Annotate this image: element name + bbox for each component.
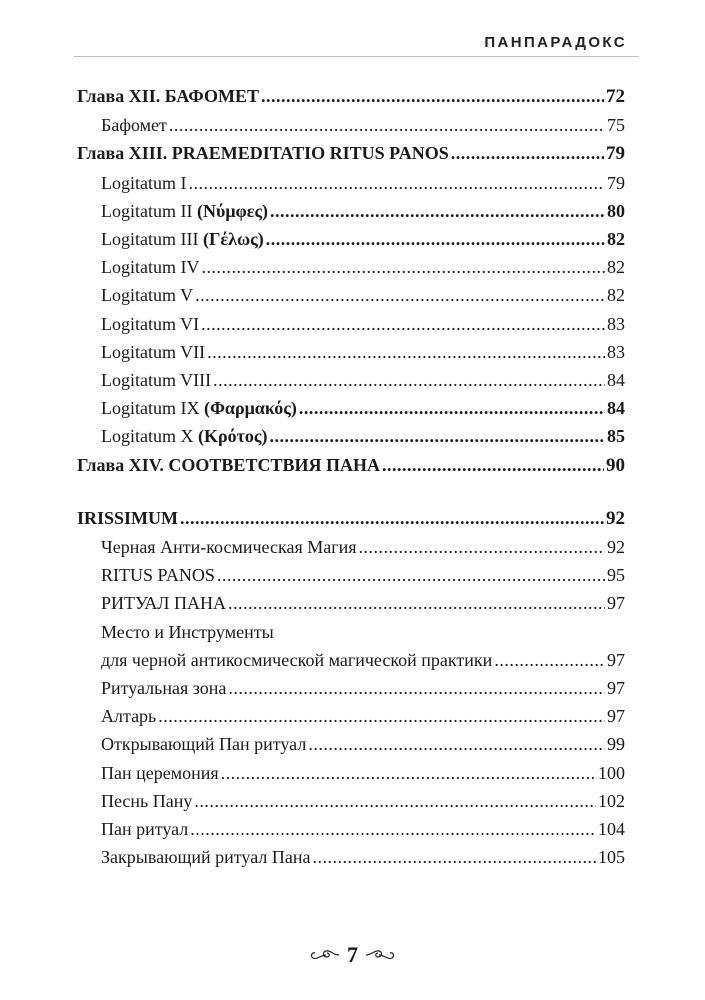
dot-leader (194, 787, 596, 815)
toc-page-number: 82 (607, 229, 625, 250)
dot-leader (158, 702, 605, 730)
page-number: 7 (347, 942, 358, 967)
toc-subentry[interactable] (77, 197, 625, 225)
page-footer (0, 942, 705, 968)
toc-subentry[interactable] (77, 366, 625, 394)
toc-entry-greek-term: (Φαρμακός) (203, 398, 297, 419)
toc-entry-title: Logitatum IV (101, 257, 200, 278)
toc-page-number: 104 (598, 819, 625, 840)
dot-leader (195, 281, 605, 309)
dot-leader (382, 451, 604, 479)
running-header-title: ПАНПАРАДОКС (484, 34, 627, 51)
toc-entry-title: Бафомет (101, 115, 167, 136)
toc-page-number: 97 (607, 706, 625, 727)
toc-entry-title: Алтарь (101, 706, 157, 727)
toc-entry-title: Глава XII. БАФОМЕТ (77, 86, 259, 106)
flourish-left-icon (309, 948, 341, 962)
toc-subentry[interactable] (77, 589, 625, 617)
toc-entry-title: Закрывающий ритуал Пана (101, 847, 311, 868)
toc-page-number: 82 (607, 257, 625, 278)
toc-subentry[interactable] (77, 815, 625, 843)
toc-entry-title: Logitatum III (Γέλως) (101, 229, 264, 250)
toc-page-number: 84 (607, 370, 625, 391)
toc-entry-title: Ритуальная зона (101, 678, 227, 699)
toc-chapter-entry[interactable] (77, 451, 625, 480)
toc-entry-title: IRISSIMUM (77, 507, 179, 528)
dot-leader (270, 422, 605, 450)
toc-page-number: 92 (607, 537, 625, 558)
toc-entry-title: РИТУАЛ ПАНА (101, 593, 227, 614)
toc-page-number: 99 (607, 734, 625, 755)
toc-entry-title: Logitatum V (101, 285, 194, 306)
dot-leader (261, 82, 604, 110)
header-divider (74, 56, 639, 57)
toc-page-number: 72 (606, 86, 625, 107)
toc-subentry[interactable] (77, 730, 625, 758)
dot-leader (270, 197, 605, 225)
toc-chapter-entry[interactable] (77, 82, 625, 111)
dot-leader (228, 589, 605, 617)
dot-leader (494, 646, 605, 674)
toc-page-number: 79 (606, 143, 625, 165)
toc-entry-greek-term: (Κρότος) (198, 426, 268, 447)
toc-page-number: 85 (607, 426, 625, 447)
toc-subentry[interactable] (77, 394, 625, 422)
toc-page-number: 80 (607, 200, 625, 221)
toc-entry-title: Logitatum VIII (101, 370, 212, 391)
toc-subentry[interactable] (77, 169, 625, 197)
dot-leader (169, 111, 605, 139)
toc-chapter-entry[interactable] (77, 139, 625, 168)
section-gap (77, 480, 625, 504)
toc-page-number: 105 (598, 847, 625, 868)
toc-subentry[interactable] (77, 422, 625, 450)
toc-entry-title: Logitatum VI (101, 313, 200, 334)
toc-page-number: 97 (607, 593, 625, 614)
dot-leader (180, 504, 604, 532)
table-of-contents (77, 82, 625, 871)
toc-subentry[interactable] (77, 253, 625, 281)
dot-leader (299, 394, 605, 422)
toc-entry-continued-title: Место и Инструменты (101, 621, 274, 642)
dot-leader (190, 815, 596, 843)
toc-page-number: 75 (607, 115, 625, 136)
toc-subentry[interactable] (77, 281, 625, 309)
toc-entry-title: RITUS PANOS (101, 565, 215, 586)
toc-entry-greek-term: (Γέλως) (202, 229, 264, 250)
toc-entry-greek-term: (Νύμφες) (196, 200, 269, 221)
dot-leader (201, 253, 605, 281)
dot-leader (228, 674, 605, 702)
toc-entry-title: Глава XIV. СООТВЕТСТВИЯ ПАНА (77, 454, 380, 475)
toc-page-number: 82 (607, 285, 625, 306)
toc-entry-title: Logitatum X (Κρότος) (101, 426, 268, 447)
toc-subentry[interactable] (77, 533, 625, 561)
toc-page-number: 79 (607, 172, 625, 193)
toc-entry-title: Глава XIII. PRAEMEDITATIO RITUS PANOS (77, 143, 449, 164)
toc-entry-title: Logitatum IX (Φαρμακός) (101, 398, 297, 419)
dot-leader (201, 310, 605, 338)
toc-page-number: 84 (607, 398, 625, 419)
dot-leader (207, 338, 605, 366)
dot-leader (359, 533, 605, 561)
toc-subentry[interactable] (77, 225, 625, 253)
toc-entry-title: для черной антикосмической магической практики (101, 649, 493, 670)
toc-subentry[interactable] (77, 338, 625, 366)
toc-page-number: 95 (607, 565, 625, 586)
toc-chapter-entry[interactable] (77, 504, 625, 533)
toc-entry-title: Пан ритуал (101, 819, 189, 840)
toc-page-number: 97 (607, 678, 625, 699)
toc-page-number: 97 (607, 649, 625, 670)
toc-entry-title: Logitatum II (Νύμφες) (101, 200, 269, 221)
toc-subentry[interactable] (77, 787, 625, 815)
toc-page-number: 83 (607, 341, 625, 362)
dot-leader (217, 561, 605, 589)
toc-page-number: 92 (606, 507, 625, 529)
toc-subentry[interactable] (77, 111, 625, 139)
toc-entry-title: Песнь Пану (101, 790, 193, 811)
dot-leader (312, 843, 596, 871)
dot-leader (213, 366, 605, 394)
toc-subentry[interactable] (77, 843, 625, 871)
toc-subentry[interactable] (77, 674, 625, 702)
toc-subentry[interactable] (77, 646, 625, 674)
dot-leader (308, 730, 605, 758)
toc-entry-title: Открывающий Пан ритуал (101, 734, 307, 755)
toc-subentry[interactable] (77, 702, 625, 730)
toc-page-number: 102 (598, 790, 625, 811)
dot-leader (266, 225, 605, 253)
toc-subentry[interactable] (77, 310, 625, 338)
toc-page-number: 100 (598, 762, 625, 783)
toc-page-number: 90 (606, 454, 625, 476)
toc-entry-title: Logitatum VII (101, 341, 206, 362)
toc-subentry[interactable] (77, 759, 625, 787)
toc-subentry[interactable] (77, 561, 625, 589)
dot-leader (188, 169, 605, 197)
flourish-right-icon (364, 948, 396, 962)
dot-leader (221, 759, 596, 787)
toc-entry-title: Logitatum I (101, 172, 187, 193)
toc-page-number: 83 (607, 313, 625, 334)
toc-entry-title: Черная Анти-космическая Магия (101, 537, 357, 558)
toc-entry-title: Пан церемония (101, 762, 219, 783)
dot-leader (451, 139, 604, 167)
